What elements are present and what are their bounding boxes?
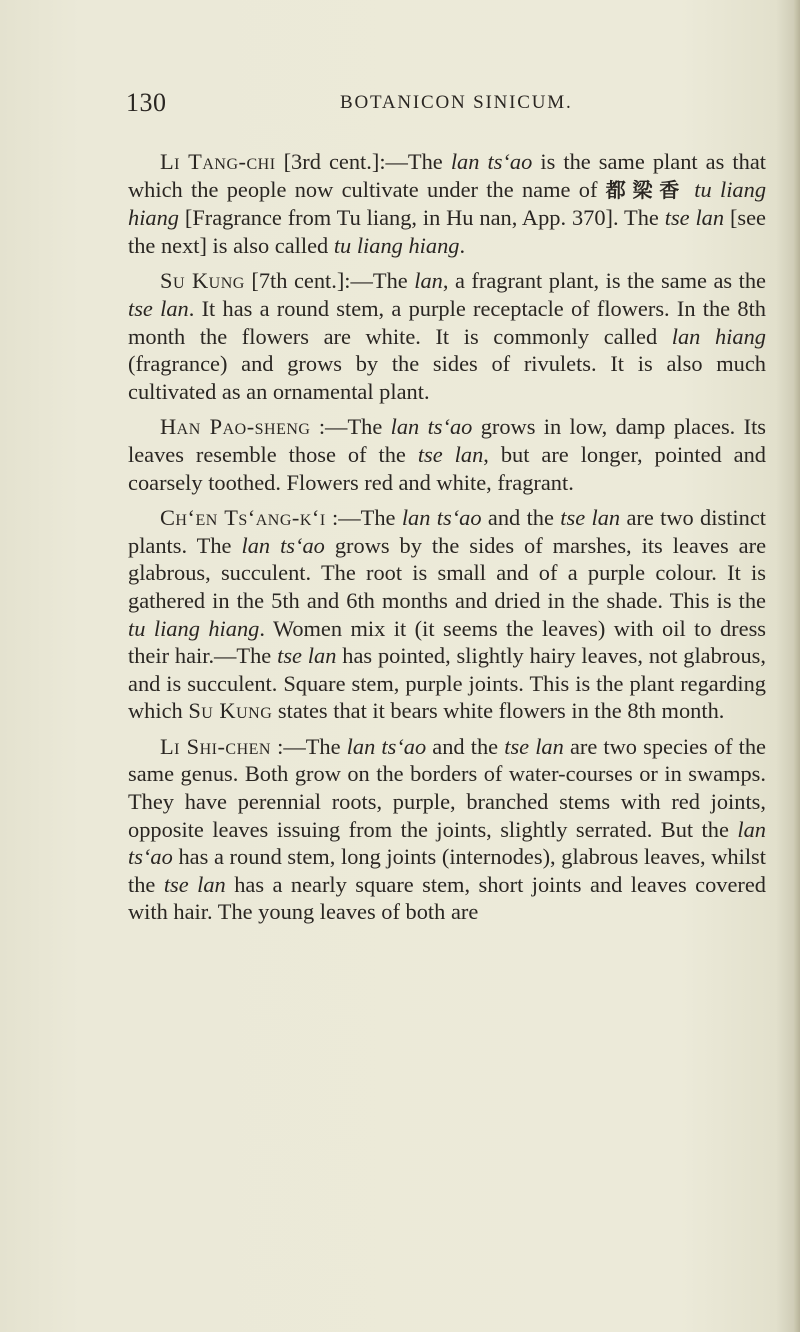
- text-run: is the same plant as that which the people now cultivate under the name of: [128, 149, 766, 202]
- italic-term: tse lan: [504, 733, 564, 759]
- text-run: has pointed, slightly hairy leaves, not glabrous, and is succulent. Square stem, purple joints. This is the plant regarding which: [128, 643, 766, 724]
- text-run: [see the next] is also called: [128, 205, 766, 258]
- page-number: 130: [126, 88, 167, 117]
- italic-term: tse lan: [163, 871, 226, 897]
- italic-term: lan ts‘ao: [128, 816, 766, 870]
- italic-term: tse lan: [277, 643, 337, 669]
- text-run: are two species of the same genus. Both grow on the borders of water-courses or in swamps. They have perennial roots, purple, branched stems with red joints, opposite leaves issuing from the joints, slightly serrated. But the: [128, 733, 766, 842]
- italic-term: tse lan: [417, 441, 484, 467]
- text-run: [686, 177, 694, 202]
- text-run: [Fragrance from Tu liang, in Hu nan, App. 370]. The: [179, 205, 665, 231]
- text-run: . Women mix it (it seems the leaves) with oil to dress their hair.—The: [128, 615, 766, 669]
- text-run: :—The: [310, 414, 391, 440]
- author-name: Li Tang-chi: [160, 149, 276, 174]
- italic-term: tse lan: [128, 295, 189, 321]
- paragraph-su-kung: [128, 267, 766, 405]
- italic-term: lan ts‘ao: [346, 733, 427, 759]
- text-run: .: [459, 232, 466, 258]
- italic-term: lan ts‘ao: [390, 414, 473, 440]
- paragraph-han-pao-sheng: [128, 413, 766, 496]
- text-run: has a round stem, long joints (internodes), glabrous leaves, whilst the: [128, 844, 766, 897]
- text-run: . It has a round stem, a purple receptacle of flowers. In the 8th month the flowers are white. It is commonly called: [128, 295, 766, 349]
- italic-term: tu liang hiang: [128, 176, 767, 231]
- text-run: and the: [426, 733, 505, 759]
- text-run: (fragrance) and grows by the sides of rivulets. It is also much cultivated as an ornamental plant.: [128, 351, 766, 404]
- text-run: and the: [481, 505, 561, 531]
- italic-term: tu liang hiang: [333, 232, 460, 258]
- author-name: Li Shi-chen: [160, 733, 271, 759]
- author-name: Han Pao-sheng: [160, 414, 311, 440]
- author-name: Su Kung: [188, 698, 273, 724]
- italic-term: tse lan: [560, 505, 621, 531]
- text-run: :—The: [325, 505, 402, 531]
- italic-term: lan ts‘ao: [450, 149, 533, 174]
- author-name: Su Kung: [160, 268, 245, 294]
- italic-term: lan: [414, 268, 443, 294]
- italic-term: tu liang hiang: [128, 615, 260, 641]
- text-run: grows by the sides of marshes, its leaves are glabrous, succulent. The root is small and of a purple colour. It is gathered in the 5th and 6th months and dried in the shade. This is the: [128, 532, 767, 613]
- paragraph-chen-tsang-ki: [128, 504, 766, 725]
- text-run: states that it bears white flowers in the 8th month.: [272, 698, 725, 724]
- text-run: [7th cent.]:—The: [244, 268, 415, 294]
- italic-term: lan ts‘ao: [241, 532, 325, 558]
- italic-term: tse lan: [664, 205, 725, 231]
- running-head: BOTANICON SINICUM.: [340, 92, 573, 113]
- italic-term: lan hiang: [671, 323, 766, 349]
- text-run: :—The: [270, 733, 347, 759]
- body-text: [128, 148, 766, 934]
- italic-term: lan ts‘ao: [401, 505, 482, 531]
- text-run: are two distinct plants. The: [128, 505, 766, 558]
- page-header: [0, 88, 800, 124]
- page-edge-shadow: [794, 0, 800, 1332]
- text-run: , a fragrant plant, is the same as the: [442, 268, 766, 294]
- text-run: [3rd cent.]:—The: [275, 149, 451, 174]
- text-run: has a nearly square stem, short joints and leaves covered with hair. The young leaves of both are: [128, 871, 766, 925]
- text-run: grows in low, damp places. Its leaves resemble those of the: [128, 414, 766, 467]
- chinese-characters: 都梁香: [605, 177, 686, 202]
- paragraph-li-tang-chi: [128, 148, 766, 259]
- author-name: Ch‘en Ts‘ang-k‘i: [160, 505, 326, 531]
- paragraph-li-shi-chen: [128, 733, 766, 926]
- text-run: , but are longer, pointed and coarsely toothed. Flowers red and white, fragrant.: [128, 441, 766, 495]
